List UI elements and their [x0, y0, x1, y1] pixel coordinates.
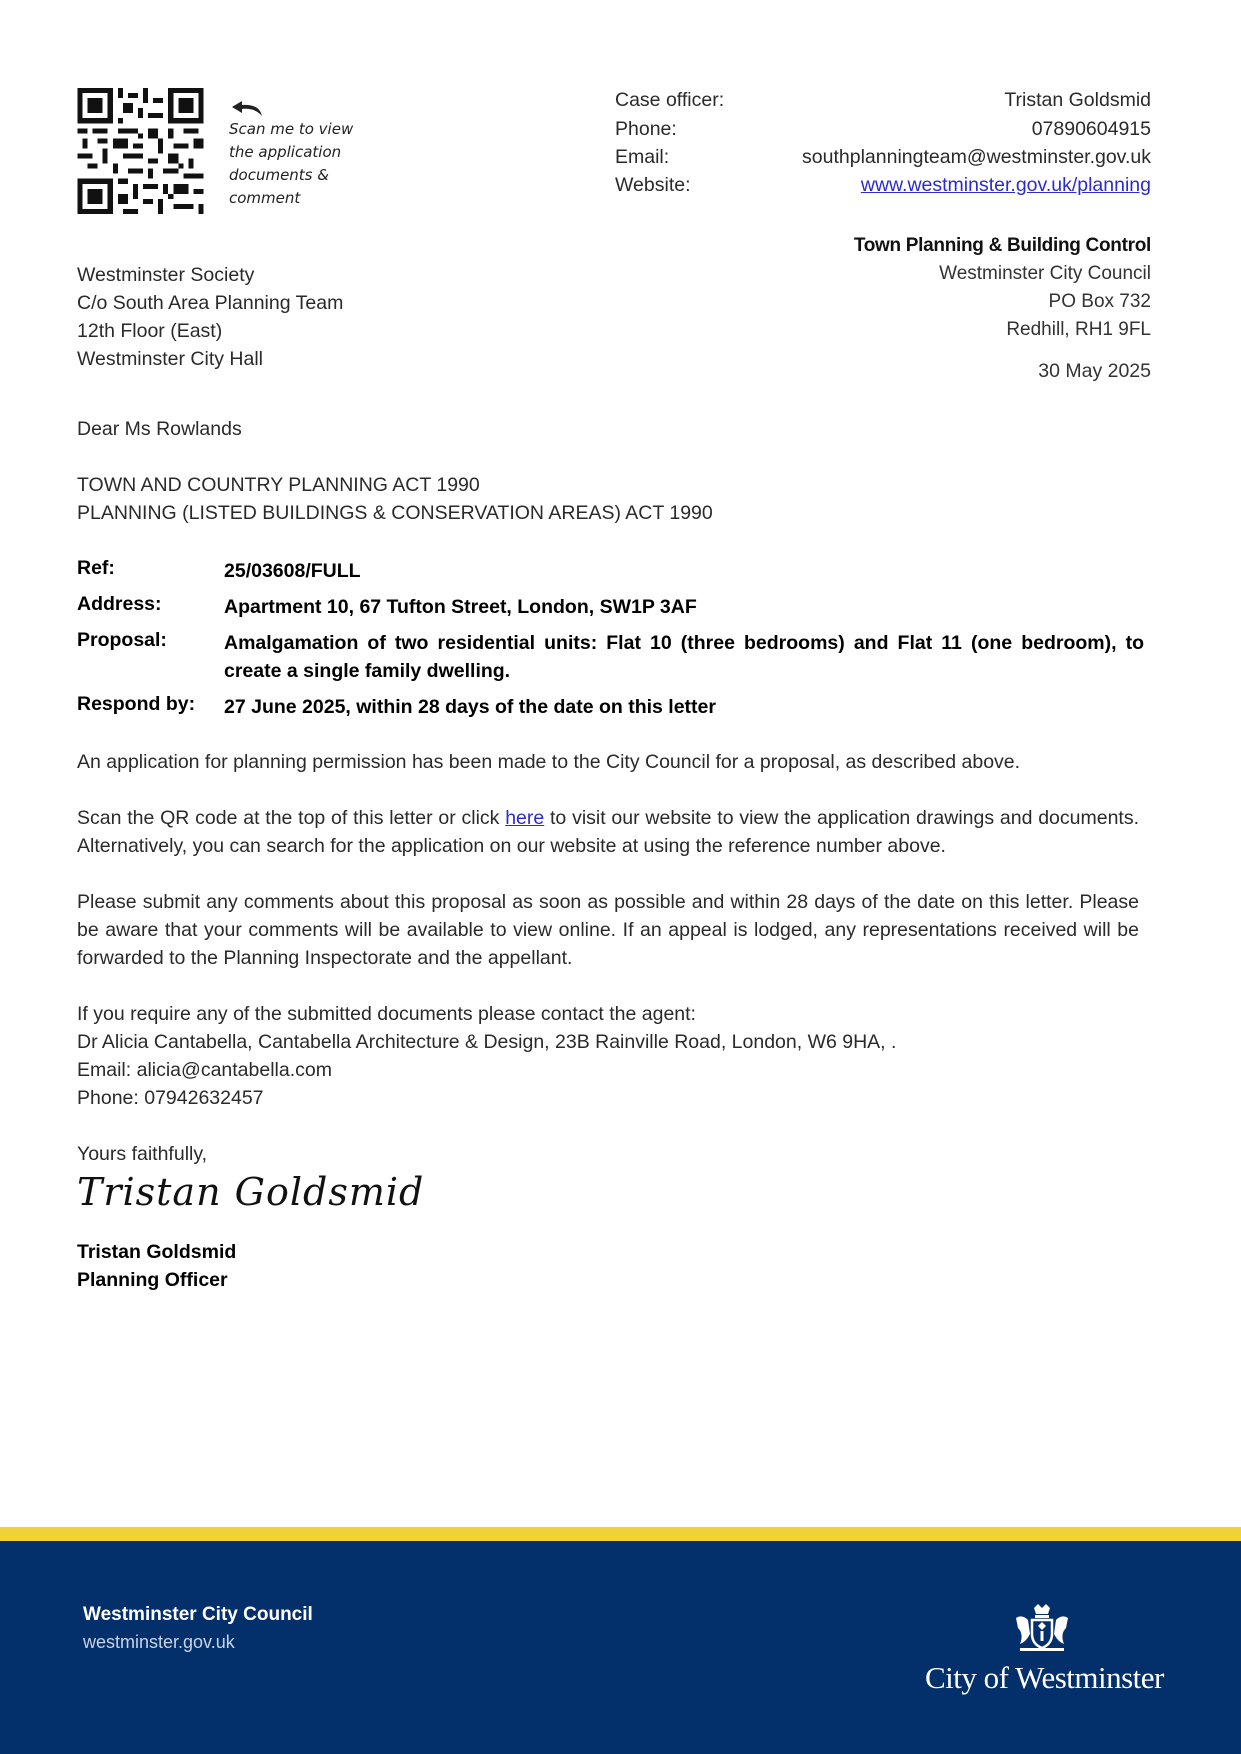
department-line-2: PO Box 732 [1048, 291, 1151, 312]
ref-value: 25/03608/FULL [224, 560, 361, 582]
recipient-line-1: Westminster Society [77, 264, 255, 286]
respond-by-value: 27 June 2025, within 28 days of the date on this letter [224, 696, 716, 718]
handwritten-signature: Tristan Goldsmid [77, 1170, 425, 1214]
paragraph-3: Please submit any comments about this proposal as soon as possible and within 28 days of the date on this letter. Please be aware that your comments will be available to view online. If an appeal is lodged, any representations received will be forwarded to the Planning Inspectorate and the appellant. [77, 891, 1139, 969]
here-link[interactable]: here [505, 807, 545, 829]
paragraph-1: An application for planning permission has been made to the City Council for a proposal, as described above. [77, 751, 1021, 773]
agent-email: Email: alicia@cantabella.com [77, 1059, 332, 1081]
recipient-line-4: Westminster City Hall [77, 348, 264, 370]
acts-heading [77, 471, 1139, 527]
paragraph-2: Scan the QR code at the top of this letter or click here to visit our website to view the application drawings and documents. Alternatively, you can search for the application on our website at using the reference number above. [77, 807, 1140, 857]
footer-accent-band [0, 1527, 1241, 1541]
ref-label: Ref: [77, 557, 115, 579]
westminster-crest-icon [1012, 1604, 1072, 1652]
act-line-1: TOWN AND COUNTRY PLANNING ACT 1990 [77, 474, 480, 496]
letter-date: 30 May 2025 [1038, 360, 1151, 382]
address-label: Address: [77, 593, 162, 615]
phone-row [615, 118, 1151, 146]
qr-code[interactable] [77, 88, 204, 214]
recipient-line-3: 12th Floor (East) [77, 320, 223, 342]
curved-arrow-icon [230, 99, 264, 117]
closing: Yours faithfully, [77, 1143, 208, 1165]
department-title: Town Planning & Building Control [853, 235, 1151, 256]
email-value: southplanningteam@westminster.gov.uk [802, 146, 1151, 168]
case-officer-value: Tristan Goldsmid [1004, 89, 1151, 111]
website-link[interactable]: www.westminster.gov.uk/planning [860, 174, 1151, 196]
email-label: Email: [615, 146, 670, 168]
act-line-2: PLANNING (LISTED BUILDINGS & CONSERVATION AREAS) ACT 1990 [77, 502, 713, 524]
website-row [615, 174, 1151, 202]
case-officer-label: Case officer: [615, 89, 725, 111]
proposal-value: Amalgamation of two residential units: Flat 10 (three bedrooms) and Flat 11 (one bedroom), to create a single family dwelling. [224, 632, 1144, 682]
website-label: Website: [615, 174, 691, 196]
email-row [615, 146, 1151, 174]
department-line-1: Westminster City Council [939, 263, 1151, 284]
salutation: Dear Ms Rowlands [77, 418, 242, 440]
address-value: Apartment 10, 67 Tufton Street, London, SW1P 3AF [224, 596, 697, 618]
footer-council-name: Westminster City Council [83, 1604, 313, 1625]
footer-city-logo-text: City of Westminster [925, 1660, 1164, 1695]
signer-block [77, 1238, 236, 1294]
signer-title: Planning Officer [77, 1269, 228, 1291]
agent-intro: If you require any of the submitted documents please contact the agent: [77, 1003, 696, 1025]
recipient-address [77, 261, 343, 373]
signer-name: Tristan Goldsmid [77, 1241, 237, 1263]
respond-by-label: Respond by: [77, 693, 196, 715]
recipient-line-2: C/o South Area Planning Team [77, 292, 344, 314]
footer-website[interactable]: westminster.gov.uk [83, 1632, 235, 1652]
agent-details [77, 1000, 1139, 1112]
agent-address: Dr Alicia Cantabella, Cantabella Architecture & Design, 23B Rainville Road, London, W6 9HA, . [77, 1031, 897, 1053]
department-line-3: Redhill, RH1 9FL [1006, 319, 1151, 340]
agent-phone: Phone: 07942632457 [77, 1087, 264, 1109]
case-officer-row [615, 89, 1151, 117]
phone-value: 07890604915 [1031, 118, 1151, 140]
proposal-label: Proposal: [77, 629, 167, 651]
qr-caption: Scan me to view the application documents & comment [229, 120, 354, 207]
phone-label: Phone: [615, 118, 677, 140]
